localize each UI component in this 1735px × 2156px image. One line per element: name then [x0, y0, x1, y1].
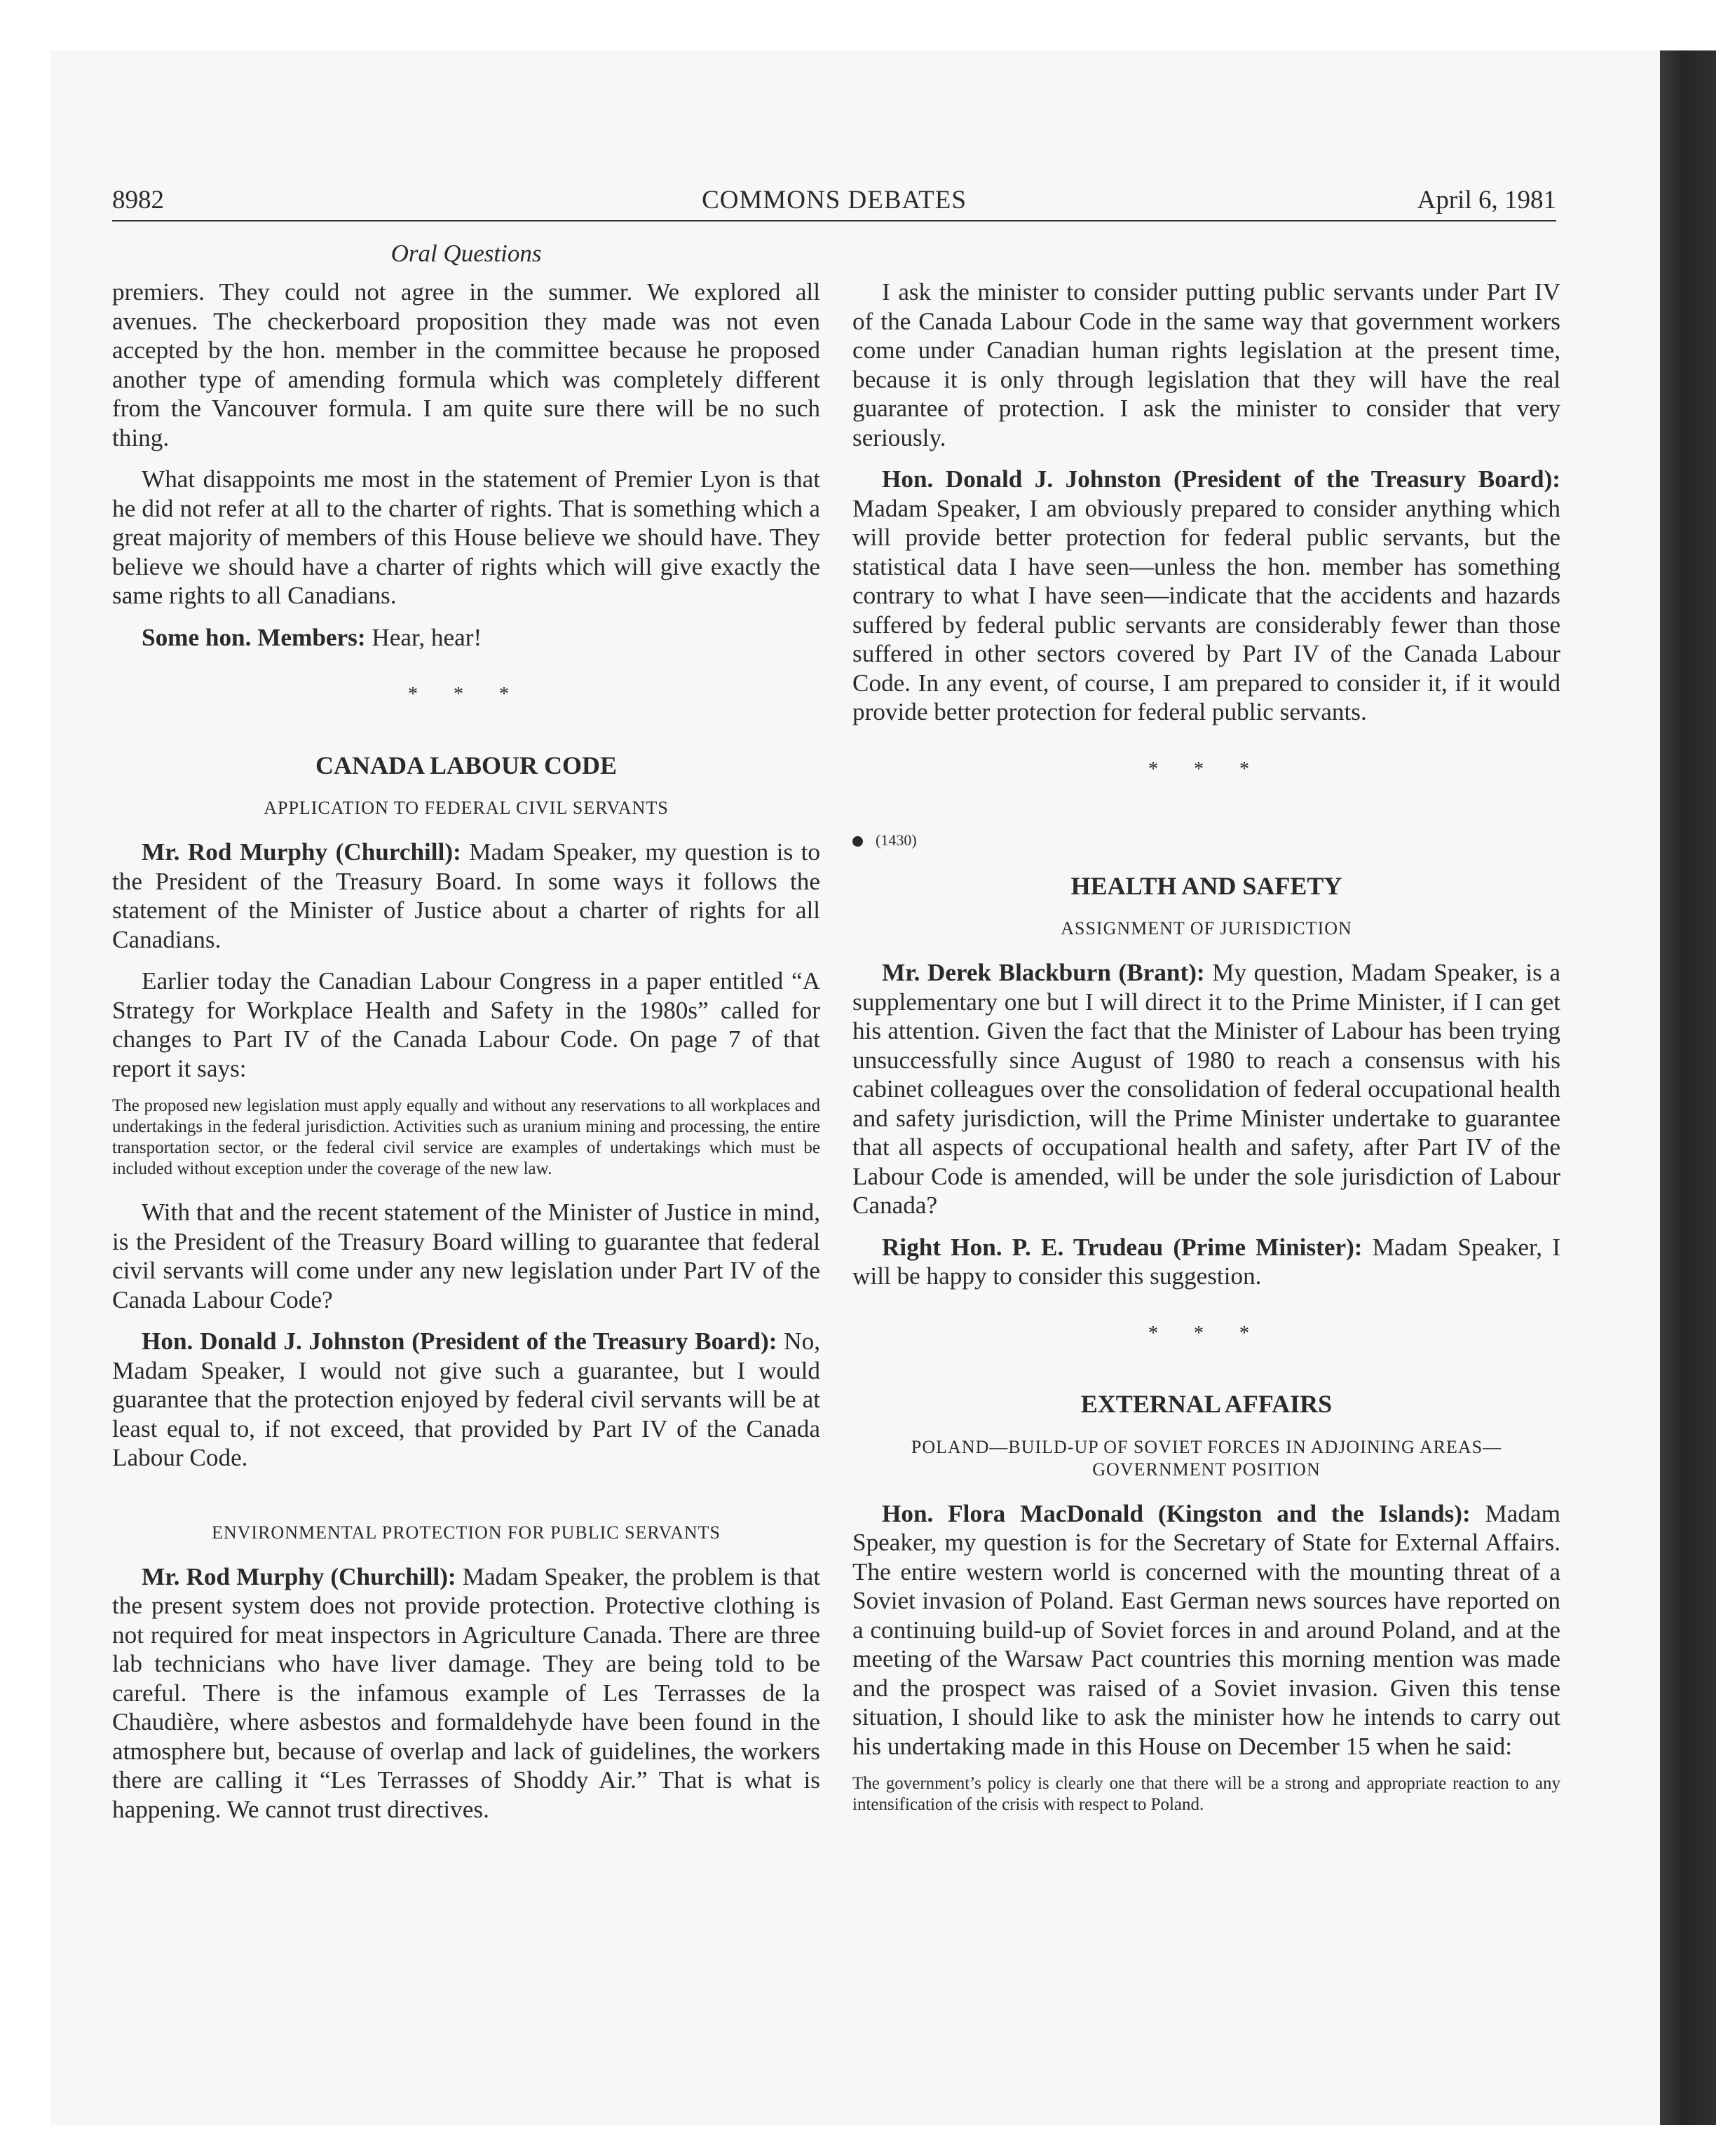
speech-text: Madam Speaker, my question is to the President of the Treasury Board. In some ways it follows the statement of the Minister of Justice about a charter of rights for all Canadians. [112, 838, 821, 953]
paragraph: With that and the recent statement of the Minister of Justice in mind, is the President of the Treasury Board willing to guarantee that federal civil servants will come under any new legislation under Part IV of the Canada Labour Code? [112, 1199, 820, 1314]
section-subheading: ENVIRONMENTAL PROTECTION FOR PUBLIC SERVANTS [212, 1522, 721, 1543]
section-subheading: POLAND—BUILD-UP OF SOVIET FORCES IN ADJOINING AREAS—GOVERNMENT POSITION [911, 1436, 1502, 1480]
section-subheading: ASSIGNMENT OF JURISDICTION [1061, 918, 1352, 939]
speaker-name: Mr. Rod Murphy (Churchill): [142, 1562, 456, 1590]
speech [852, 1499, 1560, 1761]
right-column [852, 278, 1560, 1834]
block-quote: The proposed new legislation must apply equally and without any reservations to all workplaces and undertakings in the federal jurisdiction. Activities such as uranium mining and processing, the entire transportation sector, or the federal civil service are examples of undertakings which must be included without exception under the coverage of the new law. [112, 1096, 820, 1178]
block-quote: The government’s policy is clearly one that there will be a strong and appropriate reaction to any intensification of the crisis with respect to Poland. [852, 1774, 1560, 1814]
running-header [112, 184, 1556, 221]
publication-date: April 6, 1981 [1417, 186, 1556, 214]
section-separator: * * * [1148, 758, 1265, 780]
speech [852, 1233, 1560, 1291]
paragraph: premiers. They could not agree in the summer. We explored all avenues. The checkerboard proposition they made was not even accepted by the hon. member in the committee because he proposed another type of amending formula which was completely different from the Vancouver formula. I am quite sure there will be no such thing. [112, 278, 820, 451]
speech-text: Madam Speaker, the problem is that the present system does not provide protection. Protective clothing is not required for meat inspectors in Agriculture Canada. There are three lab technicians who have liver damage. They are being told to be careful. There is the infamous example of Les Terrasses de la Chaudière, where asbestos and formaldehyde have been found in the atmosphere but, because of overlap and lack of guidelines, the workers there are calling it “Les Terrasses of Shoddy Air.” That is what is happening. We cannot trust directives. [112, 1562, 820, 1823]
speaker-name: Some hon. Members: [142, 623, 366, 651]
section-label: Oral Questions [390, 240, 542, 267]
speech [112, 838, 820, 954]
publication-title: COMMONS DEBATES [702, 186, 967, 214]
speaker-name: Right Hon. P. E. Trudeau (Prime Minister): [882, 1233, 1363, 1261]
paragraph: Earlier today the Canadian Labour Congress in a paper entitled “A Strategy for Workplace Health and Safety in the 1980s” called for changes to Part IV of the Canada Labour Code. On page 7 of that report it says: [112, 967, 820, 1082]
time-marker [852, 826, 1560, 855]
bullet-icon [852, 836, 863, 847]
section-heading: HEALTH AND SAFETY [1070, 871, 1342, 900]
speaker-name: Mr. Rod Murphy (Churchill): [142, 838, 461, 866]
speech-text: No, Madam Speaker, I would not give such a guarantee, but I would guarantee that the protection enjoyed by federal civil servants will be at least equal to, if not exceed, that provided by Part IV of the Canada Labour Code. [112, 1328, 820, 1471]
speaker-name: Hon. Donald J. Johnston (President of the Treasury Board): [882, 465, 1560, 493]
speech-text: Hear, hear! [365, 623, 482, 651]
speaker-name: Hon. Flora MacDonald (Kingston and the Islands): [882, 1499, 1471, 1527]
speech-text: My question, Madam Speaker, is a supplementary one but I will direct it to the Prime Minister, if I can get his attention. Given the fact that the Minister of Labour has been trying unsuccessfully since August of 1980 to reach a consensus with his cabinet colleagues over the consolidation of federal occupational health and safety jurisdiction, will the Prime Minister undertake to guarantee that all aspects of occupational health and safety, after Part IV of the Labour Code is amended, will be under the sole jurisdiction of Labour Canada? [852, 959, 1560, 1219]
speech-text: Madam Speaker, I am obviously prepared to consider anything which will provide better protection for federal public servants, but the statistical data I have seen—unless the hon. member has something contrary to what I have seen—indicate that the accidents and hazards suffered by federal public servants are considerably fewer than those suffered in other sectors covered by Part IV of the Canada Labour Code. In any event, of course, I am prepared to consider it, if it would provide better protection for federal public servants. [852, 494, 1560, 725]
scan-border-dark [1660, 50, 1716, 2125]
section-heading: CANADA LABOUR CODE [315, 751, 618, 779]
section-heading: EXTERNAL AFFAIRS [1080, 1390, 1333, 1418]
speech-text: Madam Speaker, I will be happy to consider this suggestion. [852, 1233, 1560, 1290]
paragraph: What disappoints me most in the statement of Premier Lyon is that he did not refer at all to the charter of rights. That is something which a great majority of members of this House believe we should have. They believe we should have a charter of rights which will give exactly the same rights to all Canadians. [112, 465, 820, 609]
speech-text: Madam Speaker, my question is for the Secretary of State for External Affairs. The entire western world is concerned with the mounting threat of a Soviet invasion of Poland. East German news sources have reported on a continuing build-up of Soviet forces in and around Poland, and at the meeting of the Warsaw Pact countries this morning mention was made and the prospect was raised of a Soviet invasion. Given this tense situation, I should like to ask the minister how he intends to carry out his undertaking made in this House on December 15 when he said: [852, 1499, 1561, 1760]
paragraph: I ask the minister to consider putting public servants under Part IV of the Canada Labour Code in the same way that government workers come under Canadian human rights legislation at the present time, because it is only through legislation that they will have the real guarantee of protection. I ask the minister to consider that very seriously. [852, 278, 1560, 451]
speaker-name: Mr. Derek Blackburn (Brant): [882, 959, 1205, 986]
speech [852, 958, 1560, 1220]
speech [112, 1562, 820, 1824]
speaker-name: Hon. Donald J. Johnston (President of the Treasury Board): [142, 1328, 777, 1355]
section-separator: * * * [1148, 1322, 1265, 1344]
page-number: 8982 [112, 186, 164, 214]
section-subheading: APPLICATION TO FEDERAL CIVIL SERVANTS [264, 798, 669, 818]
speech [852, 465, 1560, 727]
left-column [112, 278, 820, 1836]
section-separator: * * * [408, 683, 524, 705]
speech [112, 1327, 820, 1473]
speech [112, 623, 820, 653]
time-marker-text: (1430) [876, 831, 917, 849]
